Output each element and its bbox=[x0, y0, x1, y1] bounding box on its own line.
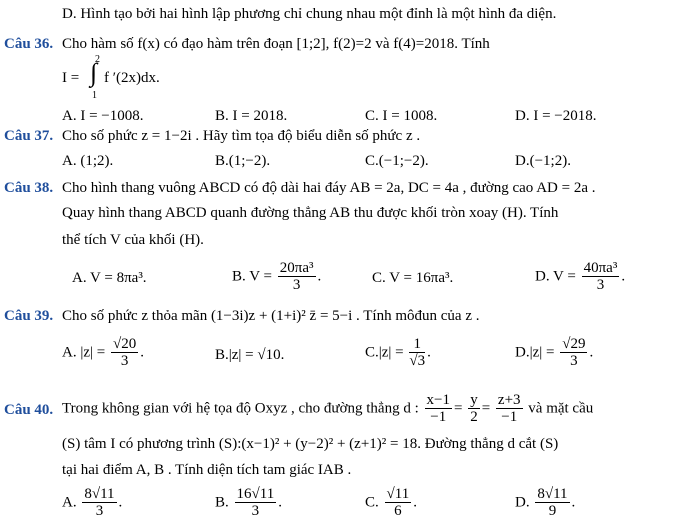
question-40-text-line2: (S) tâm I có phương trình (S):(x−1)² + (y−2)² + (z+1)² = 18. Đường thẳng d cắt (S) bbox=[62, 436, 559, 452]
q39-option-a: A. |z| = $\frac{√20}{3}$ . bbox=[62, 336, 144, 369]
integral-upper-bound: 2 bbox=[95, 54, 100, 65]
q37-option-c: C.(−1;−2). bbox=[365, 153, 429, 169]
question-40-label: Câu 40. bbox=[4, 402, 54, 418]
question-36-text: Cho hàm số f(x) có đạo hàm trên đoạn [1;2], f(2)=2 và f(4)=2018. Tính bbox=[62, 36, 490, 52]
q36-option-c: C. I = 1008. bbox=[365, 108, 438, 124]
q37-option-d: D.(−1;2). bbox=[515, 153, 571, 169]
question-38-text-line1: Cho hình thang vuông ABCD có độ dài hai đáy AB = 2a, DC = 4a , đường cao AD = 2a . bbox=[62, 180, 596, 196]
q40-option-d: D. $\frac{8√11}{9}$ . bbox=[515, 486, 576, 519]
q38-option-c: C. V = 16πa³. bbox=[372, 270, 454, 286]
q37-option-b: B.(1;−2). bbox=[215, 153, 271, 169]
q37-option-a: A. (1;2). bbox=[62, 153, 114, 169]
q36-option-a: A. I = −1008. bbox=[62, 108, 144, 124]
question-38-text-line2: Quay hình thang ABCD quanh đường thẳng AB thu được khối tròn xoay (H). Tính bbox=[62, 205, 559, 221]
q39-option-d: D.|z| = $\frac{√29}{3}$ . bbox=[515, 336, 594, 369]
question-36-label: Câu 36. bbox=[4, 36, 54, 52]
q36-option-b: B. I = 2018. bbox=[215, 108, 288, 124]
question-37-text: Cho số phức z = 1−2i . Hãy tìm tọa độ biểu diễn số phức z . bbox=[62, 128, 421, 144]
question-37-label: Câu 37. bbox=[4, 128, 54, 144]
question-40-text-line1: Trong không gian với hệ tọa độ Oxyz , cho đường thẳng d : $\frac{x-1}{-1}$ = $\frac{y}{2}$ = $\frac{z+3}{-1}$ và mặt cầu bbox=[62, 392, 594, 425]
q39-option-b: B.|z| = √10. bbox=[215, 347, 285, 363]
q40-option-b: B. $\frac{16√11}{3}$ . bbox=[215, 486, 282, 519]
question-38-label: Câu 38. bbox=[4, 180, 54, 196]
question-39-label: Câu 39. bbox=[4, 308, 54, 324]
q38-option-d: D. V = $\frac{\text{40πa³}}{3}$ . bbox=[535, 260, 626, 293]
q38-option-b: B. V = $\frac{\text{20πa³}}{3}$ . bbox=[232, 260, 322, 293]
integral-lhs: I = bbox=[62, 70, 80, 86]
question-40-text-line3: tại hai điểm A, B . Tính diện tích tam giác IAB . bbox=[62, 462, 352, 478]
q40-option-c: C. $\frac{√11}{6}$ . bbox=[365, 486, 417, 519]
q36-option-d: D. I = −2018. bbox=[515, 108, 597, 124]
integral-lower-bound: 1 bbox=[92, 90, 97, 101]
q39-option-c: C.|z| = $\frac{1}{√3}$ . bbox=[365, 336, 431, 369]
integral-sign: ∫ bbox=[90, 58, 98, 87]
q40-option-a: A. $\frac{8√11}{3}$ . bbox=[62, 486, 123, 519]
q38-option-a: A. V = 8πa³. bbox=[72, 270, 147, 286]
question-38-text-line3: thể tích V của khối (H). bbox=[62, 232, 204, 248]
question-39-text: Cho số phức z thỏa mãn (1−3i)z + (1+i)² z̄ = 5−i . Tính môđun của z . bbox=[62, 308, 480, 324]
integrand: f ′(2x)dx. bbox=[104, 70, 160, 86]
option-d-statement: D. Hình tạo bởi hai hình lập phương chỉ chung nhau một đỉnh là một hình đa diện. bbox=[62, 6, 557, 22]
